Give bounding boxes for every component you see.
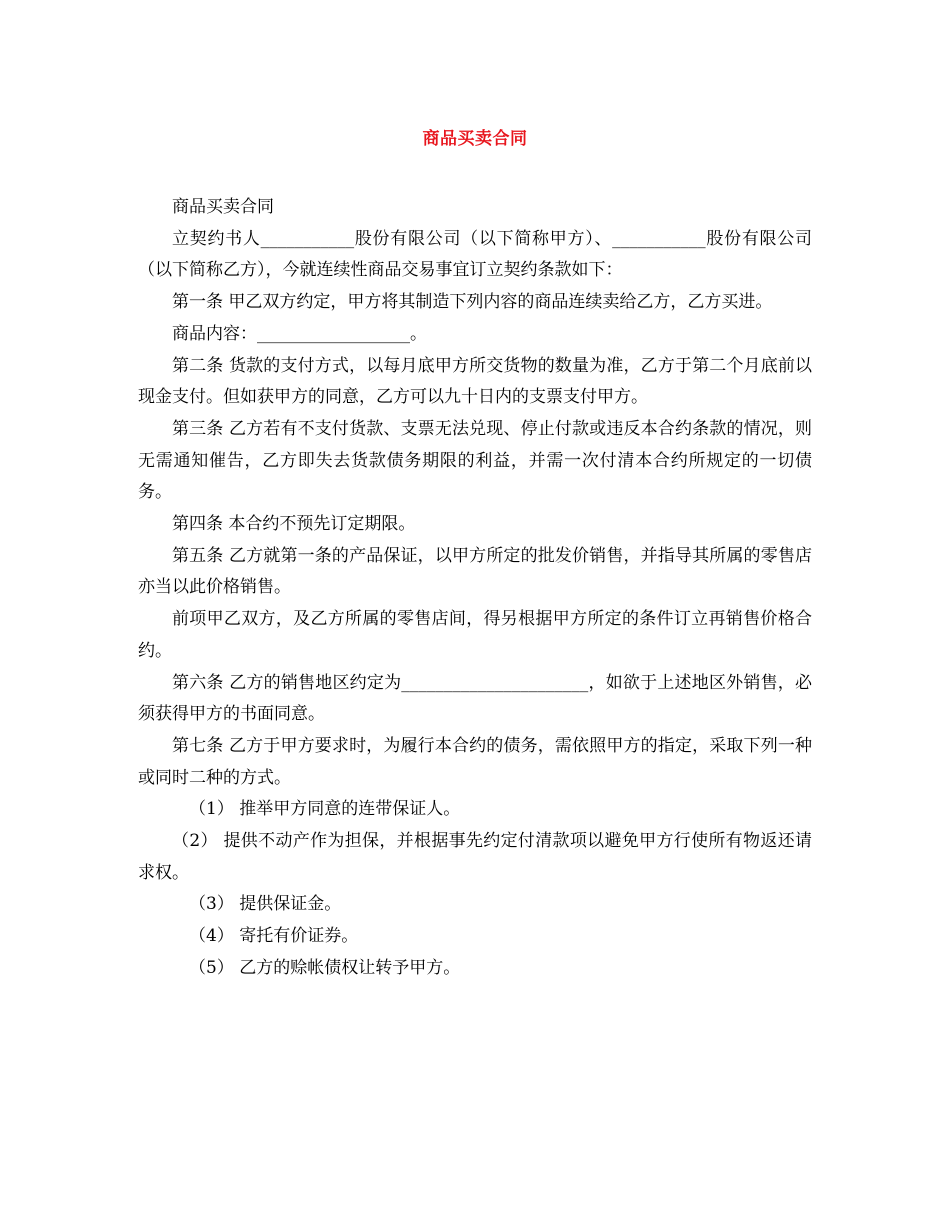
document-body	[138, 192, 812, 985]
paragraph-article-3: 第三条 乙方若有不支付货款、支票无法兑现、停止付款或违反本合约条款的情况，则无需通知催告，乙方即失去货款债务期限的利益，并需一次付清本合约所规定的一切债务。	[138, 418, 812, 503]
paragraph-heading: 商品买卖合同	[172, 197, 274, 217]
paragraph-article-5: 第五条 乙方就第一条的产品保证，以甲方所定的批发价销售，并指导其所属的零售店亦当以此价格销售。	[138, 545, 812, 598]
list-item-3: （3） 提供保证金。	[189, 894, 342, 915]
paragraph-goods-content: 商品内容：__________________。	[172, 323, 427, 344]
paragraph-article-1: 第一条 甲乙双方约定，甲方将其制造下列内容的商品连续卖给乙方，乙方买进。	[172, 292, 773, 313]
paragraph-article-6: 第六条 乙方的销售地区约定为______________________，如欲于上述地区外销售，必须获得甲方的书面同意。	[138, 672, 812, 725]
paragraph-article-4: 第四条 本合约不预先订定期限。	[172, 514, 416, 535]
paragraph-resale-price: 前项甲乙双方，及乙方所属的零售店间，得另根据甲方所定的条件订立再销售价格合约。	[138, 609, 812, 661]
list-item-4: （4） 寄托有价证券。	[189, 926, 359, 947]
paragraph-article-2: 第二条 货款的支付方式，以每月底甲方所交货物的数量为准，乙方于第二个月底前以现金支付。但如获甲方的同意，乙方可以九十日内的支票支付甲方。	[138, 355, 812, 408]
document-title: 商品买卖合同	[422, 129, 528, 149]
list-item-1: （1） 推举甲方同意的连带保证人。	[189, 799, 461, 820]
list-item-5: （5） 乙方的赊帐债权让转予甲方。	[189, 957, 461, 978]
paragraph-article-7: 第七条 乙方于甲方要求时，为履行本合约的债务，需依照甲方的指定，采取下列一种或同时二种的方式。	[138, 735, 812, 788]
paragraph-parties: 立契约书人___________股份有限公司（以下简称甲方）、___________股份有限公司（以下简称乙方），今就连续性商品交易事宜订立契约条款如下：	[138, 228, 812, 281]
list-item-2: （2） 提供不动产作为担保，并根据事先约定付清款项以避免甲方行使所有物返还请求权。	[138, 831, 812, 883]
